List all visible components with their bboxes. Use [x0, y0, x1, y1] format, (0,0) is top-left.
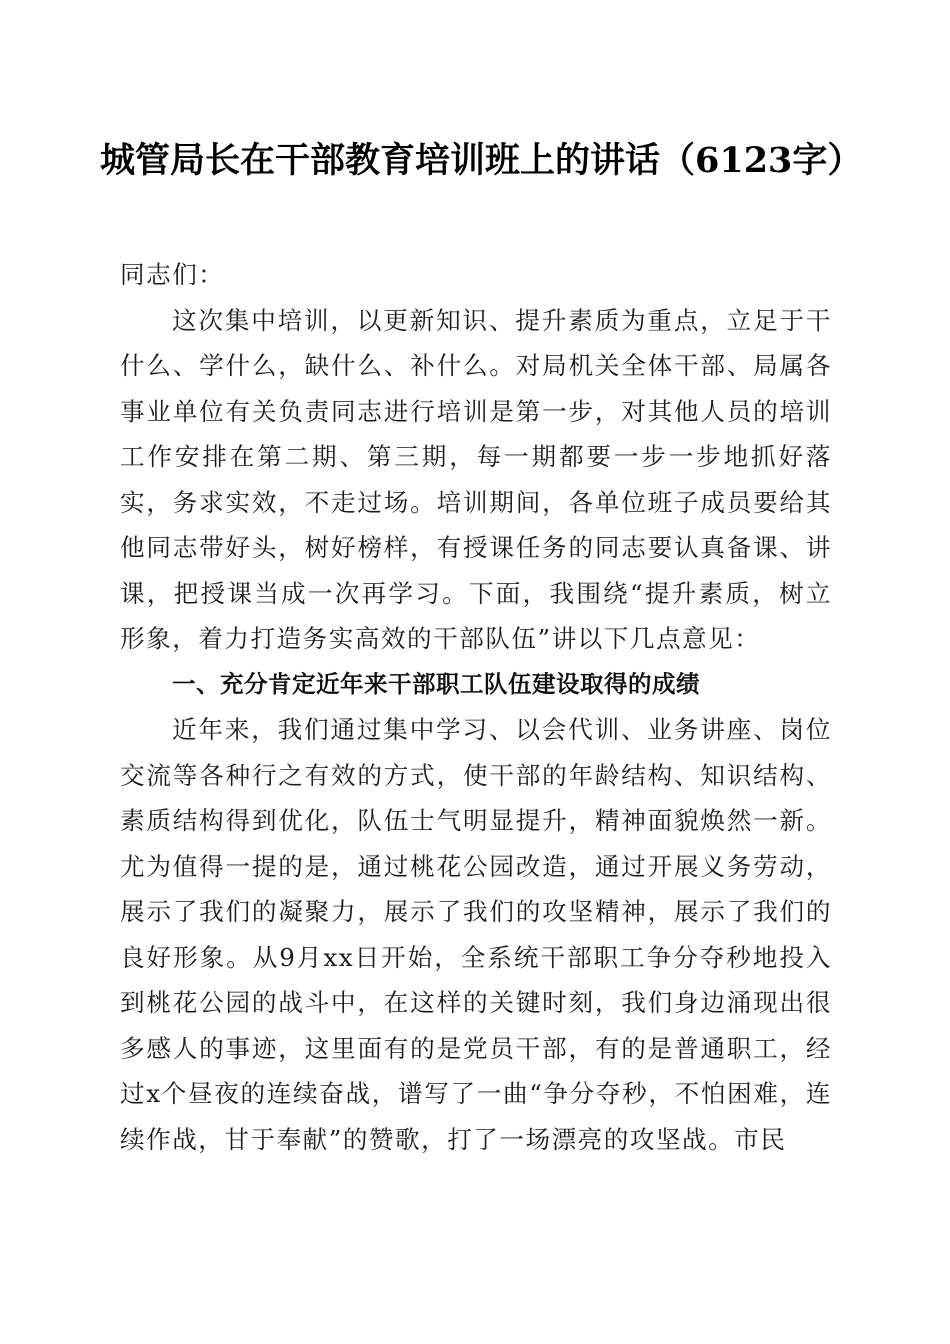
section-paragraph: 近年来，我们通过集中学习、以会代训、业务讲座、岗位交流等各种行之有效的方式，使干部的年龄结构、知识结构、素质结构得到优化，队伍士气明显提升，精神面貌焕然一新。尤为值得一提的是，通过桃花公园改造，通过开展义务劳动，展示了我们的凝聚力，展示了我们的攻坚精神，展示了我们的良好形象。从9月xx日开始，全系统干部职工争分夺秒地投入到桃花公园的战斗中，在这样的关键时刻，我们身边涌现出很多感人的事迹，这里面有的是党员干部，有的是普通职工，经过x个昼夜的连续奋战，谱写了一曲“争分夺秒，不怕困难，连续作战，甘于奉献”的赞歌，打了一场漂亮的攻坚战。市民: [120, 715, 832, 1154]
section-heading: 一、充分肯定近年来干部职工队伍建设取得的成绩: [172, 669, 700, 698]
document-title: 城管局长在干部教育培训班上的讲话（6123字）: [100, 140, 863, 181]
document-body: [120, 252, 832, 1162]
salutation: 同志们：: [120, 260, 225, 289]
opening-paragraph: 这次集中培训，以更新知识、提升素质为重点，立足于干什么、学什么，缺什么、补什么。对局机关全体干部、局属各事业单位有关负责同志进行培训是第一步，对其他人员的培训工作安排在第二期、第三期，每一期都要一步一步地抓好落实，务求实效，不走过场。培训期间，各单位班子成员要给其他同志带好头，树好榜样，有授课任务的同志要认真备课、讲课，把授课当成一次再学习。下面，我围绕“提升素质，树立形象，着力打造务实高效的干部队伍”讲以下几点意见：: [120, 305, 832, 653]
